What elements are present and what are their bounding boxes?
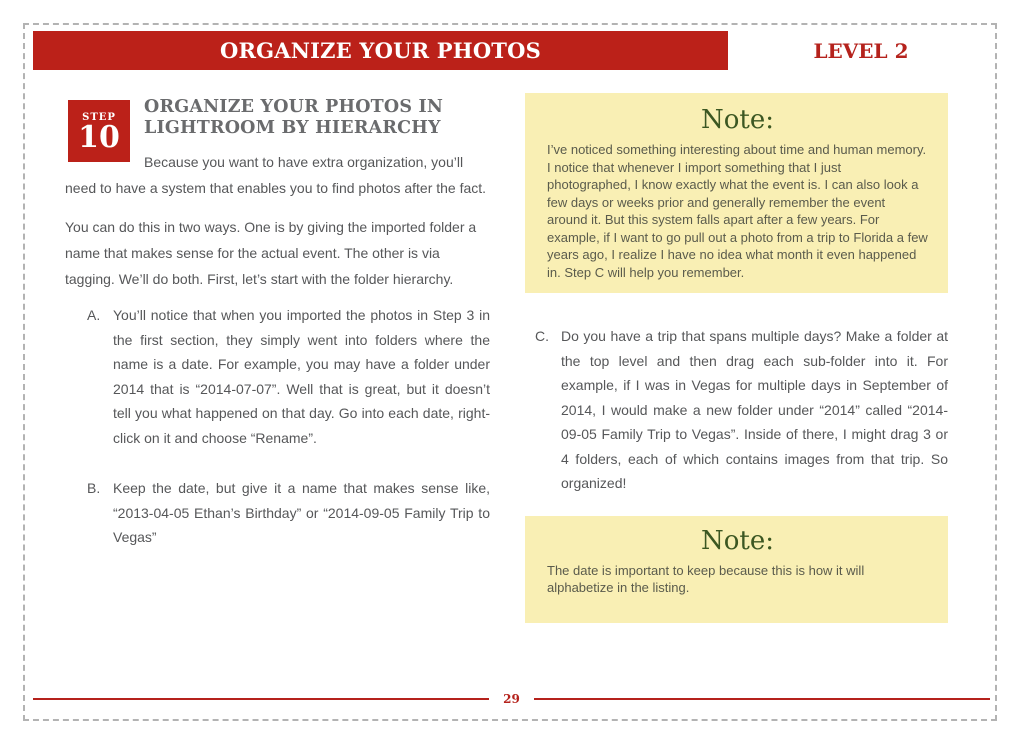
intro-paragraph-2: You can do this in two ways. One is by giving the imported folder a name that makes sense for the actual event. The other is via tagging. We’ll do both. First, let’s start with the folder hierarchy. [65,219,477,287]
right-column [525,93,948,623]
step-heading-line-2: LIGHTROOM BY HIERARCHY [144,118,441,138]
list-item-a-letter: A. [87,307,101,323]
note-box-1 [525,93,948,293]
header-title: ORGANIZE YOUR PHOTOS [219,38,541,63]
level-badge: LEVEL 2 [813,39,909,63]
step-badge-label: STEP [82,111,116,123]
note-2-heading: Note: [701,525,774,556]
step-badge-number: 10 [78,119,120,155]
step-badge [68,100,130,162]
list-item-b [65,476,490,550]
note-1-text: I’ve noticed something interesting about time and human memory. I notice that whenever I import something that I just photographed, I know exactly what the event is. I can also look a few days or weeks prior and generally remember the event around it. But this system falls apart after a few years. For example, if I want to go pull out a photo from a trip to Florida a few years ago, I realize I have no idea what month it even happened in. Step C will help you remember. [547,142,928,280]
list-item-b-letter: B. [87,480,101,496]
intro-paragraph-1: Because you want to have extra organization, you’ll need to have a system that enables you to find photos after the fact. [65,154,487,196]
note-2-text: The date is important to keep because this is how it will alphabetize in the listing. [547,562,865,595]
note-1-heading: Note: [701,105,774,135]
list-item-c-text: Do you have a trip that spans multiple days? Make a folder at the top level and then drag each sub-folder into it. For example, if I was in Vegas for multiple days in September of 2014, I would make a new folder under “2014” called “2014-09-05 Family Trip to Vegas”. Inside of there, I might drag 3 or 4 folders, each of which contains images from that trip. So organized! [561,328,948,491]
footer-rule-right [534,698,990,700]
list-item-c [525,324,948,496]
page-number: 29 [503,692,520,706]
left-column [65,93,490,550]
footer-rule-left [33,698,489,700]
footer [33,692,990,706]
header-bar [33,31,728,70]
note-box-2 [525,516,948,623]
list-item-c-letter: C. [535,328,549,344]
list-item-b-text: Keep the date, but give it a name that makes sense like, “2013-04-05 Ethan’s Birthday” or “2014-09-05 Family Trip to Vegas” [113,480,490,545]
list-item-a [65,303,490,450]
list-item-a-text: You’ll notice that when you imported the photos in Step 3 in the first section, they simply went into folders where the name is a date. For example, you may have a folder under 2014 that is “2014-07-07”. Well that is great, but it doesn’t tell you what happened on that day. Go into each date, right-click on it and choose “Rename”. [113,307,490,446]
step-heading-line-1: ORGANIZE YOUR PHOTOS IN [144,97,444,117]
